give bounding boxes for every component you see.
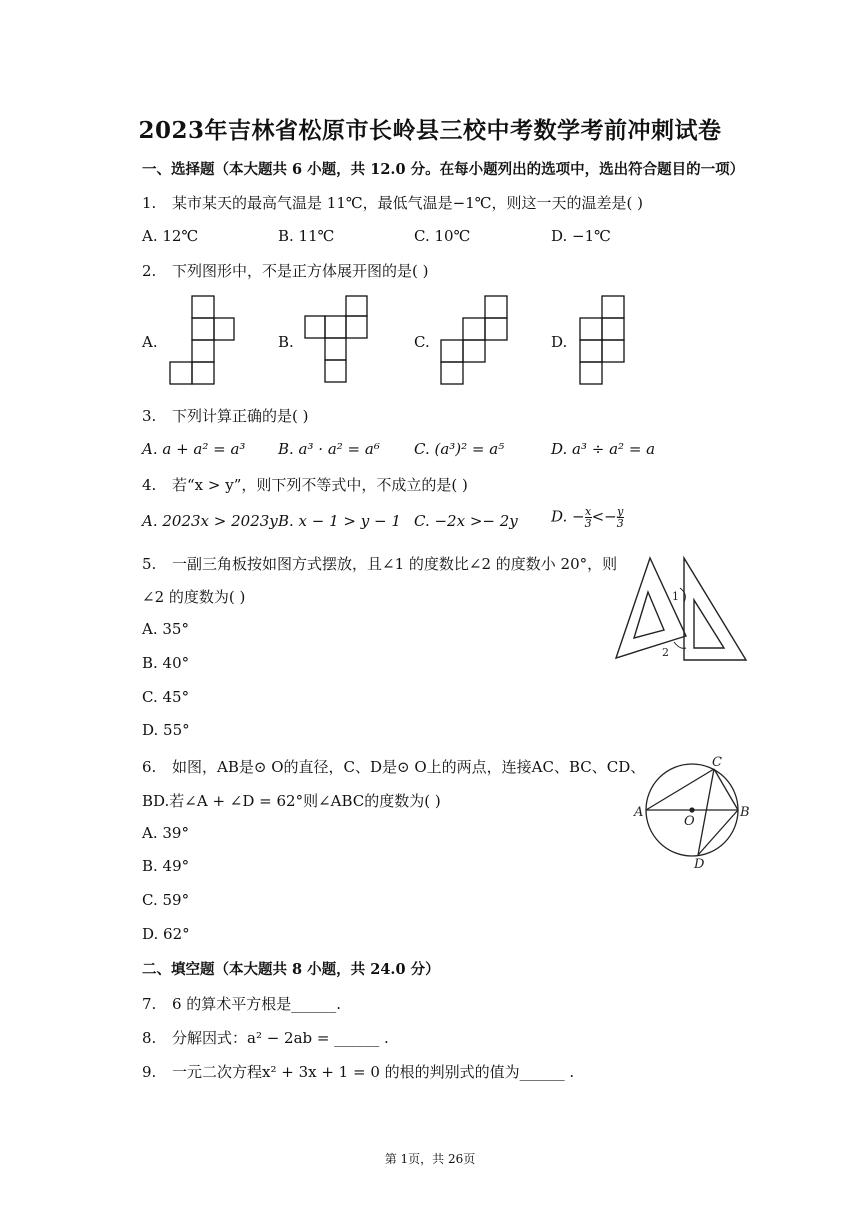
angle-2-label: 2 <box>662 646 669 659</box>
triangle-rulers-figure <box>614 552 748 664</box>
center-o-label: O <box>684 814 695 829</box>
question-text: 下列图形中，不是正方体展开图的是( ) <box>172 262 429 280</box>
cube-net-c-figure <box>441 296 511 386</box>
q1-option-a: A. 12℃ <box>142 227 199 245</box>
question-2 <box>142 260 428 281</box>
q1-option-d: D. −1℃ <box>551 227 611 245</box>
question-text: 分解因式：a² − 2ab = ______ . <box>172 1029 389 1047</box>
q3-option-b: B. a³ · a² = a⁶ <box>278 440 380 458</box>
q4-option-b: B. x − 1 > y − 1 <box>278 512 401 530</box>
question-text: 一元二次方程x² + 3x + 1 = 0 的根的判别式的值为______ . <box>172 1063 575 1081</box>
q2-option-b: B. <box>278 333 294 351</box>
question-8 <box>142 1027 389 1048</box>
q5-option-d: D. 55° <box>142 721 190 739</box>
question-number: 6. <box>142 758 157 776</box>
fraction-denominator: 3 <box>584 517 592 530</box>
fraction-x-over-3 <box>585 506 592 529</box>
q4-option-d-label: D. − <box>551 507 585 526</box>
section-fill-blank-heading: 二、填空题（本大题共 8 小题，共 24.0 分） <box>142 961 440 978</box>
question-5-line-2: ∠2 的度数为( ) <box>142 588 246 606</box>
question-9 <box>142 1061 574 1082</box>
q4-option-d <box>551 506 624 529</box>
q1-option-b: B. 11℃ <box>278 227 335 245</box>
q6-option-c: C. 59° <box>142 891 190 909</box>
question-text: 6 的算术平方根是______. <box>172 995 342 1013</box>
cube-net-b-figure <box>305 296 371 386</box>
question-text: 某市某天的最高气温是 11℃，最低气温是−1℃，则这一天的温差是( ) <box>172 194 644 212</box>
question-text: 下列计算正确的是( ) <box>172 407 309 425</box>
angle-1-label: 1 <box>672 590 679 603</box>
q6-option-a: A. 39° <box>142 824 189 842</box>
question-number: 4. <box>142 476 157 494</box>
question-6 <box>142 756 645 777</box>
q5-option-b: B. 40° <box>142 654 190 672</box>
question-number: 2. <box>142 262 157 280</box>
question-text: 若“x > y”，则下列不等式中，不成立的是( ) <box>172 476 468 494</box>
q4-option-a: A. 2023x > 2023y <box>142 512 278 530</box>
fraction-y-over-3 <box>617 506 624 529</box>
fraction-numerator: y <box>617 505 624 518</box>
q5-option-c: C. 45° <box>142 688 190 706</box>
q3-option-c: C. (a³)² = a⁵ <box>414 440 505 458</box>
question-number: 3. <box>142 407 157 425</box>
q3-option-a: A. a + a² = a³ <box>142 440 246 458</box>
question-number: 8. <box>142 1029 157 1047</box>
q2-option-d: D. <box>551 333 568 351</box>
less-than-minus: <− <box>591 507 617 526</box>
question-6-line-2: BD.若∠A + ∠D = 62°则∠ABC的度数为( ) <box>142 792 441 810</box>
q4-option-c: C. −2x >− 2y <box>414 512 518 530</box>
question-1 <box>142 192 643 213</box>
question-number: 5. <box>142 555 157 573</box>
question-7 <box>142 993 341 1014</box>
question-4 <box>142 474 468 495</box>
fraction-numerator: x <box>585 505 592 518</box>
q5-option-a: A. 35° <box>142 620 189 638</box>
question-3 <box>142 405 308 426</box>
section-choice-heading: 一、选择题（本大题共 6 小题，共 12.0 分。在每小题列出的选项中，选出符合题目的一项） <box>142 161 745 178</box>
page-footer: 第 1页，共 26页 <box>384 1152 476 1166</box>
point-d-label: D <box>694 857 705 872</box>
question-number: 9. <box>142 1063 157 1081</box>
question-number: 1. <box>142 194 157 212</box>
q6-option-d: D. 62° <box>142 925 190 943</box>
q1-option-c: C. 10℃ <box>414 227 471 245</box>
question-5 <box>142 553 617 574</box>
q2-option-c: C. <box>414 333 430 351</box>
q2-option-a: A. <box>142 333 158 351</box>
page-title: 2023年吉林省松原市长岭县三校中考数学考前冲刺试卷 <box>138 117 722 144</box>
cube-net-a-figure <box>170 296 236 386</box>
question-number: 7. <box>142 995 157 1013</box>
q3-option-d: D. a³ ÷ a² = a <box>551 440 656 458</box>
point-c-label: C <box>712 755 722 770</box>
circle-geometry-figure <box>630 752 754 872</box>
question-text-line-1: 一副三角板按如图方式摆放，且∠1 的度数比∠2 的度数小 20°，则 <box>172 555 618 573</box>
point-a-label: A <box>634 805 644 820</box>
q6-option-b: B. 49° <box>142 857 190 875</box>
point-b-label: B <box>740 805 750 820</box>
question-text-line-1: 如图，AB是⊙ O的直径，C、D是⊙ O上的两点，连接AC、BC、CD、 <box>172 758 646 776</box>
cube-net-d-figure <box>580 296 630 386</box>
fraction-denominator: 3 <box>616 517 624 530</box>
